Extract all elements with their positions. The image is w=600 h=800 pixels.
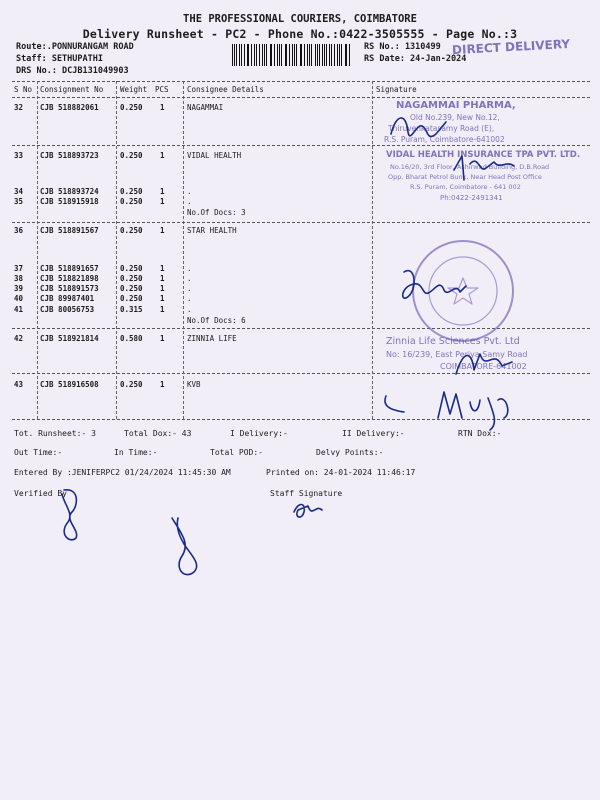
- barcode-bar: [271, 44, 272, 66]
- column-header-sno: S No: [14, 85, 33, 94]
- barcode-bar: [239, 44, 240, 66]
- signature-row-43b: [432, 384, 522, 434]
- row-consignee: .: [187, 305, 192, 314]
- entered-by: Entered By :JENIFERPC2 01/24/2024 11:45:30 AM: [14, 468, 231, 477]
- row-sno: 34: [14, 187, 24, 196]
- row-weight: 0.580: [120, 334, 143, 343]
- row-pcs: 1: [160, 294, 165, 303]
- verified-by-signature-large: [164, 514, 224, 584]
- barcode-bar: [232, 44, 233, 66]
- route-label: Route:.PONNURANGAM ROAD: [16, 42, 134, 52]
- row-consignment: CJB 80056753: [40, 305, 95, 314]
- column-divider: [183, 81, 184, 419]
- row-sno: 41: [14, 305, 24, 314]
- row-weight: 0.250: [120, 187, 143, 196]
- row-pcs: 1: [160, 264, 165, 273]
- barcode-bar: [294, 44, 295, 66]
- row-consignee: ZINNIA LIFE: [187, 334, 237, 343]
- column-divider: [372, 81, 373, 419]
- row-consignee: .: [187, 197, 192, 206]
- rs-date: RS Date: 24-Jan-2024: [364, 54, 467, 64]
- row-sno: 36: [14, 226, 24, 235]
- rs-number: RS No.: 1310499: [364, 42, 441, 52]
- signature-row-42: [450, 344, 520, 384]
- row-pcs: 1: [160, 187, 165, 196]
- row-consignee: .: [187, 187, 192, 196]
- barcode-bar: [346, 44, 347, 66]
- row-sno: 39: [14, 284, 24, 293]
- row-consignee: .: [187, 294, 192, 303]
- row-sno: 42: [14, 334, 24, 343]
- row-weight: 0.250: [120, 294, 143, 303]
- total-dox: Total Dox:- 43: [124, 429, 192, 438]
- row-sno: 35: [14, 197, 24, 206]
- row-consignment: CJB 518821898: [40, 274, 99, 283]
- row-consignment: CJB 89987401: [40, 294, 95, 303]
- column-divider: [37, 81, 38, 419]
- row-pcs: 1: [160, 334, 165, 343]
- barcode-bar: [244, 44, 245, 66]
- row-consignee: .: [187, 274, 192, 283]
- verified-by-label: Verified By: [14, 489, 67, 498]
- row-weight: 0.250: [120, 226, 143, 235]
- row-weight: 0.315: [120, 305, 143, 314]
- staff-signature-label: Staff Signature: [270, 489, 343, 498]
- barcode-bar: [296, 44, 297, 66]
- in-time: In Time:-: [114, 448, 158, 457]
- row-pcs: 1: [160, 226, 165, 235]
- row-consignment: CJB 518893723: [40, 151, 99, 160]
- barcode-bar: [281, 44, 282, 66]
- row-pcs: 1: [160, 380, 165, 389]
- row-sno: 32: [14, 103, 24, 112]
- i-delivery: I Delivery:-: [230, 429, 288, 438]
- row-consignee: VIDAL HEALTH: [187, 151, 242, 160]
- delivery-stamp: DIRECT DELIVERY: [451, 36, 571, 58]
- verified-by-signature: [50, 484, 110, 544]
- row-consignment: CJB 518882061: [40, 103, 99, 112]
- column-header-consignment: Consignment No: [40, 85, 104, 94]
- total-runsheet: Tot. Runsheet:- 3: [14, 429, 96, 438]
- row-separator: [12, 145, 590, 146]
- barcode-bar: [266, 44, 267, 66]
- column-header-consignee: Consignee Details: [187, 85, 264, 94]
- barcode-bar: [329, 44, 330, 66]
- row-sno: 40: [14, 294, 24, 303]
- row-consignment: CJB 518915918: [40, 197, 99, 206]
- column-header-weight: Weight: [120, 85, 148, 94]
- staff-signature-mark: [288, 496, 328, 526]
- printed-on: Printed on: 24-01-2024 11:46:17: [266, 468, 416, 477]
- total-pod: Total POD:-: [210, 448, 263, 457]
- barcode-bar: [315, 44, 316, 66]
- barcode-bar: [274, 44, 275, 66]
- docs-count-note: No.Of Docs: 6: [187, 316, 246, 325]
- row-consignee: KVB: [187, 380, 201, 389]
- rtn-dox: RTN Dox:-: [458, 429, 502, 438]
- document-title: THE PROFESSIONAL COURIERS, COIMBATORE: [183, 13, 417, 25]
- table-header-rule: [12, 97, 590, 98]
- row-weight: 0.250: [120, 151, 143, 160]
- row-consignee: STAR HEALTH: [187, 226, 237, 235]
- row-weight: 0.250: [120, 103, 143, 112]
- row-pcs: 1: [160, 151, 165, 160]
- column-header-pcs: PCS: [155, 85, 169, 94]
- staff-label: Staff: SETHUPATHI: [16, 54, 103, 64]
- barcode-bar: [289, 44, 290, 66]
- row-sno: 37: [14, 264, 24, 273]
- docs-count-note: No.Of Docs: 3: [187, 208, 246, 217]
- barcode-bar: [334, 44, 335, 66]
- table-top-rule: [12, 81, 590, 82]
- column-header-signature: Signature: [376, 85, 417, 94]
- document-subtitle: Delivery Runsheet - PC2 - Phone No.:0422-3505555 - Page No.:3: [82, 27, 518, 41]
- drs-number: DRS No.: DCJB131049903: [16, 66, 129, 76]
- barcode: [232, 44, 352, 66]
- ii-delivery: II Delivery:-: [342, 429, 405, 438]
- signature-row-36: [396, 262, 486, 312]
- row-pcs: 1: [160, 197, 165, 206]
- barcode-bar: [311, 44, 312, 66]
- row-sno: 38: [14, 274, 24, 283]
- signature-row-32: [386, 104, 466, 154]
- barcode-bar: [251, 44, 252, 66]
- barcode-bar: [262, 44, 263, 66]
- row-consignment: CJB 518891573: [40, 284, 99, 293]
- barcode-bar: [254, 44, 255, 66]
- row-pcs: 1: [160, 305, 165, 314]
- row-consignment: CJB 518921814: [40, 334, 99, 343]
- signature-row-43a: [380, 388, 420, 418]
- row-consignment: CJB 518893724: [40, 187, 99, 196]
- row-consignee: .: [187, 264, 192, 273]
- row-weight: 0.250: [120, 380, 143, 389]
- row-weight: 0.250: [120, 284, 143, 293]
- row-pcs: 1: [160, 274, 165, 283]
- row-pcs: 1: [160, 103, 165, 112]
- row-consignment: CJB 518891657: [40, 264, 99, 273]
- row-pcs: 1: [160, 284, 165, 293]
- row-sno: 33: [14, 151, 24, 160]
- barcode-bar: [341, 44, 342, 66]
- row-consignment: CJB 518916508: [40, 380, 99, 389]
- out-time: Out Time:-: [14, 448, 63, 457]
- delvy-points: Delvy Points:-: [316, 448, 384, 457]
- column-divider: [116, 81, 117, 419]
- row-separator: [12, 222, 590, 223]
- row-sno: 43: [14, 380, 24, 389]
- row-weight: 0.250: [120, 197, 143, 206]
- row-weight: 0.250: [120, 274, 143, 283]
- row-consignee: .: [187, 284, 192, 293]
- row-consignment: CJB 518891567: [40, 226, 99, 235]
- signature-row-33: [450, 150, 520, 190]
- row-consignee: NAGAMMAI: [187, 103, 224, 112]
- barcode-bar: [322, 44, 323, 66]
- barcode-bar: [304, 44, 305, 66]
- row-weight: 0.250: [120, 264, 143, 273]
